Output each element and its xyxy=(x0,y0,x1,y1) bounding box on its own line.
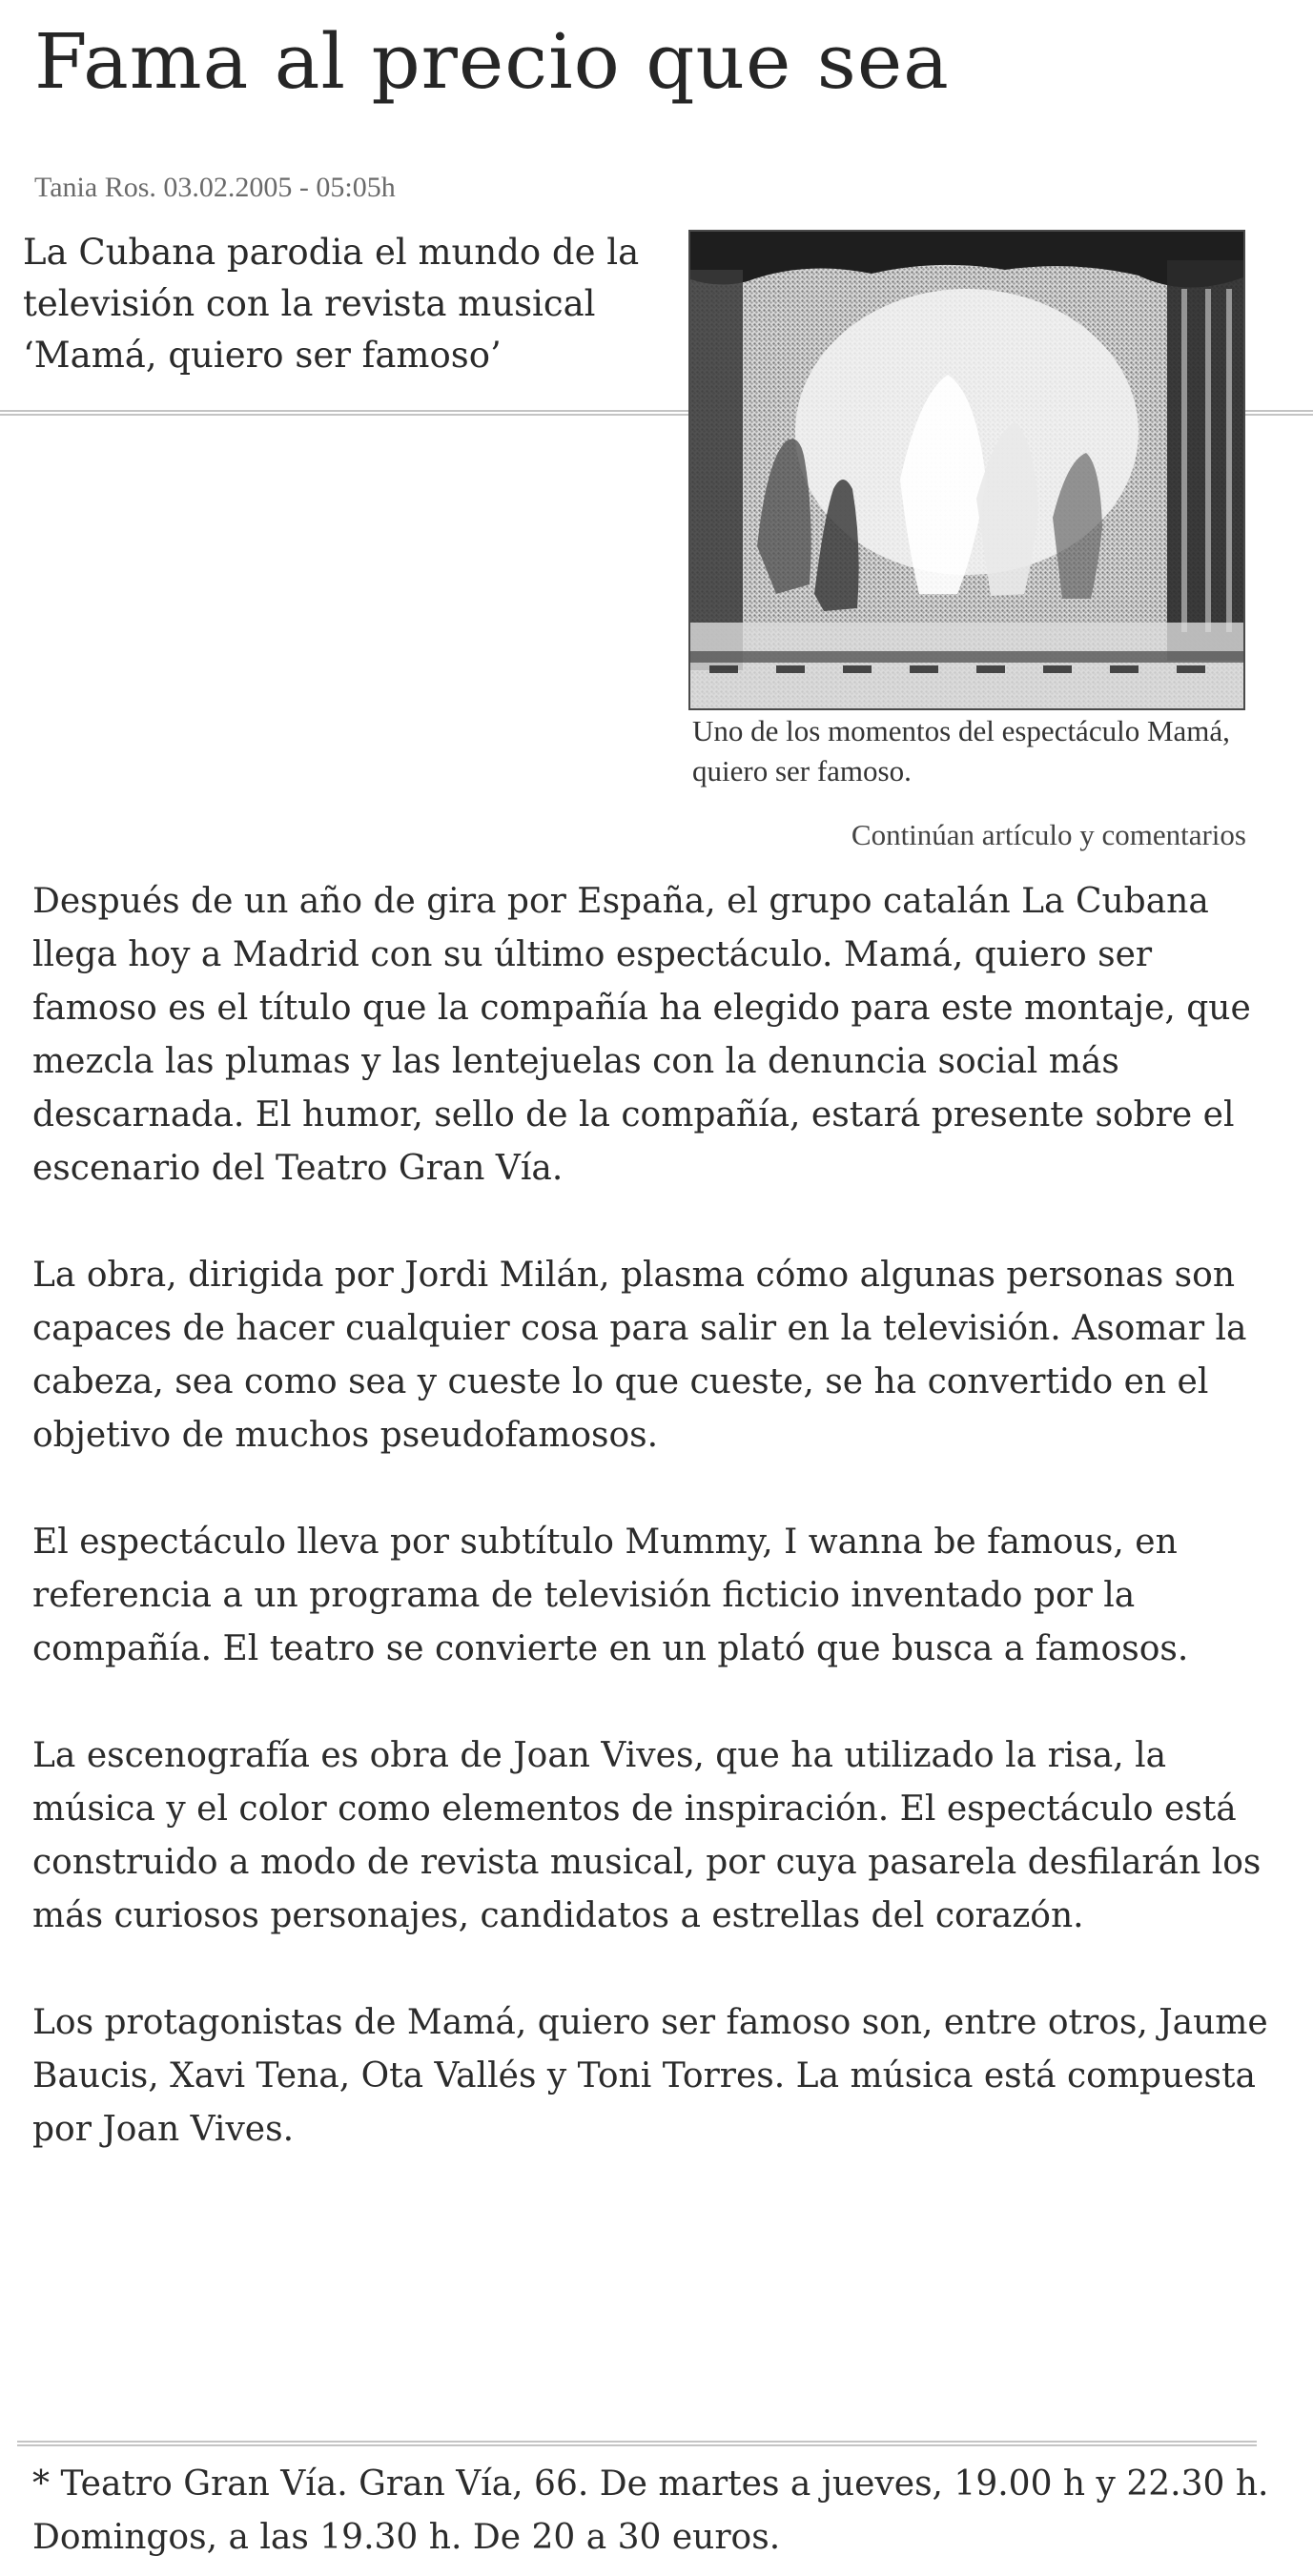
photo-caption: Uno de los momentos del espectáculo Mamá, quiero ser famoso. xyxy=(692,714,1230,787)
subtitle: La Cubana parodia el mundo de la televisión con la revista musical ‘Mamá, quiero ser famoso’ xyxy=(23,232,640,376)
stage-photo xyxy=(688,230,1245,710)
article-paragraph: El espectáculo lleva por subtítulo Mummy, I wanna be famous, en referencia a un programa de televisión ficticio inventado por la compañía. El teatro se convierte en un plató que busca a famosos. xyxy=(32,1523,1189,1668)
article-body xyxy=(32,875,1272,2210)
article-paragraph: La escenografía es obra de Joan Vives, que ha utilizado la risa, la música y el color como elementos de inspiración. El espectáculo está construido a modo de revista musical, por cuya pasarela desfilarán los más curiosos personajes, candidatos a estrellas del corazón. xyxy=(32,1736,1262,1935)
article-paragraph: Después de un año de gira por España, el grupo catalán La Cubana llega hoy a Madrid con su último espectáculo. Mamá, quiero ser famoso es el título que la compañía ha elegido para este montaje, que mezcla las plumas y las lentejuelas con la denuncia social más descarnada. El humor, sello de la compañía, estará presente sobre el escenario del Teatro Gran Vía. xyxy=(32,882,1251,1188)
article-paragraph: Los protagonistas de Mamá, quiero ser famoso son, entre otros, Jaume Baucis, Xavi Tena, Ota Vallés y Toni Torres. La música está compuesta por Joan Vives. xyxy=(32,2003,1268,2149)
venue-info-footnote: * Teatro Gran Vía. Gran Vía, 66. De martes a jueves, 19.00 h y 22.30 h. Domingos, a las 19.30 h. De 20 a 30 euros. xyxy=(32,2464,1269,2557)
byline: Tania Ros. 03.02.2005 - 05:05h xyxy=(34,172,396,203)
continue-article-link[interactable]: Continúan artículo y comentarios xyxy=(851,818,1246,851)
bottom-divider xyxy=(17,2441,1257,2446)
stage-photo-illustration xyxy=(690,232,1243,708)
headline: Fama al precio que sea xyxy=(34,17,950,106)
article-paragraph: La obra, dirigida por Jordi Milán, plasma cómo algunas personas son capaces de hacer cualquier cosa para salir en la televisión. Asomar la cabeza, sea como sea y cueste lo que cueste, se ha convertido en el objetivo de muchos pseudofamosos. xyxy=(32,1256,1247,1455)
